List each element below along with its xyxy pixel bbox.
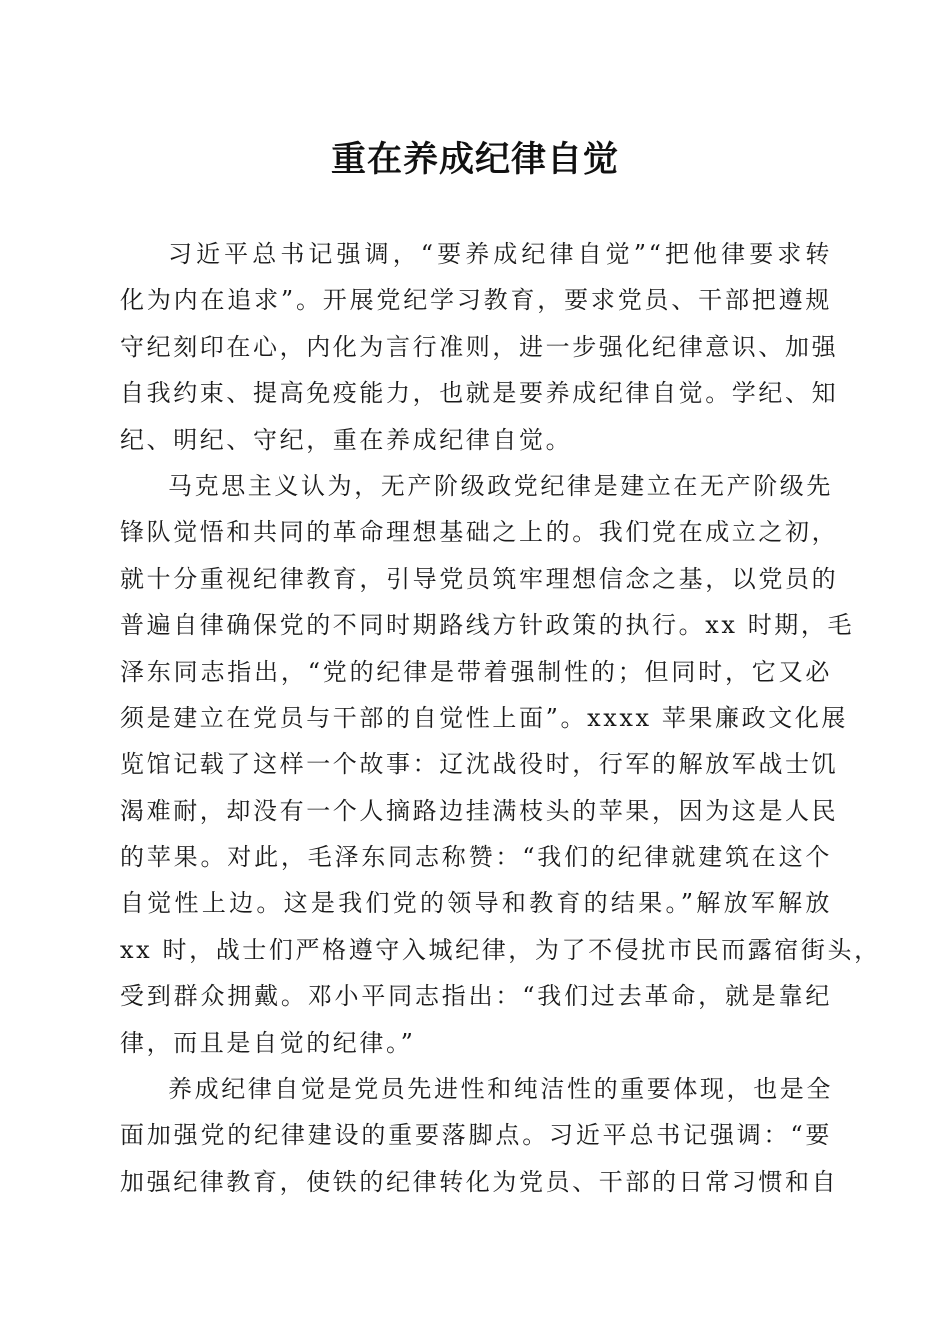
text-line: 养成纪律自觉是党员先进性和纯洁性的重要体现，也是全 [168, 1075, 833, 1104]
paragraph-3 [120, 1066, 839, 1205]
text-line: 受到群众拥戴。邓小平同志指出：“我们过去革命，就是靠纪 [120, 982, 832, 1011]
text-line: 渴难耐，却没有一个人摘路边挂满枝头的苹果，因为这是人民 [120, 796, 839, 825]
text-line: 习近平总书记强调，“要养成纪律自觉”“把他律要求转 [168, 240, 832, 268]
paragraph-1 [120, 231, 839, 463]
text-line: 化为内在追求”。开展党纪学习教育，要求党员、干部把遵规 [120, 286, 832, 315]
paragraph-2 [120, 463, 881, 1066]
text-line: 就十分重视纪律教育，引导党员筑牢理想信念之基，以党员的 [120, 564, 839, 593]
text-line: 泽东同志指出，“党的纪律是带着强制性的；但同时，它又必 [120, 657, 832, 686]
document-body [120, 231, 881, 1205]
text-line: 自我约束、提高免疫能力，也就是要养成纪律自觉。学纪、知 [120, 379, 839, 408]
text-line: 守纪刻印在心，内化为言行准则，进一步强化纪律意识、加强 [120, 332, 839, 361]
text-line: 的苹果。对此，毛泽东同志称赞：“我们的纪律就建筑在这个 [120, 843, 832, 872]
text-line: 纪、明纪、守纪，重在养成纪律自觉。 [120, 425, 573, 454]
document-title: 重在养成纪律自觉 [330, 139, 619, 180]
text-line: 须是建立在党员与干部的自觉性上面”。xxxx 苹果廉政文化展 [120, 703, 849, 732]
text-line: xx 时，战士们严格遵守入城纪律，为了不侵扰市民而露宿街头， [120, 935, 881, 964]
text-line: 马克思主义认为，无产阶级政党纪律是建立在无产阶级先 [168, 471, 833, 500]
text-line: 锋队觉悟和共同的革命理想基础之上的。我们党在成立之初， [120, 518, 839, 547]
text-line: 普遍自律确保党的不同时期路线方针政策的执行。xx 时期，毛 [120, 611, 855, 640]
text-line: 加强纪律教育，使铁的纪律转化为党员、干部的日常习惯和自 [120, 1167, 839, 1196]
text-line: 自觉性上边。这是我们党的领导和教育的结果。”解放军解放 [120, 889, 832, 918]
text-line: 览馆记载了这样一个故事：辽沈战役时，行军的解放军战士饥 [120, 750, 839, 779]
text-line: 律，而且是自觉的纪律。” [120, 1028, 416, 1057]
text-line: 面加强党的纪律建设的重要落脚点。习近平总书记强调：“要 [120, 1121, 832, 1150]
